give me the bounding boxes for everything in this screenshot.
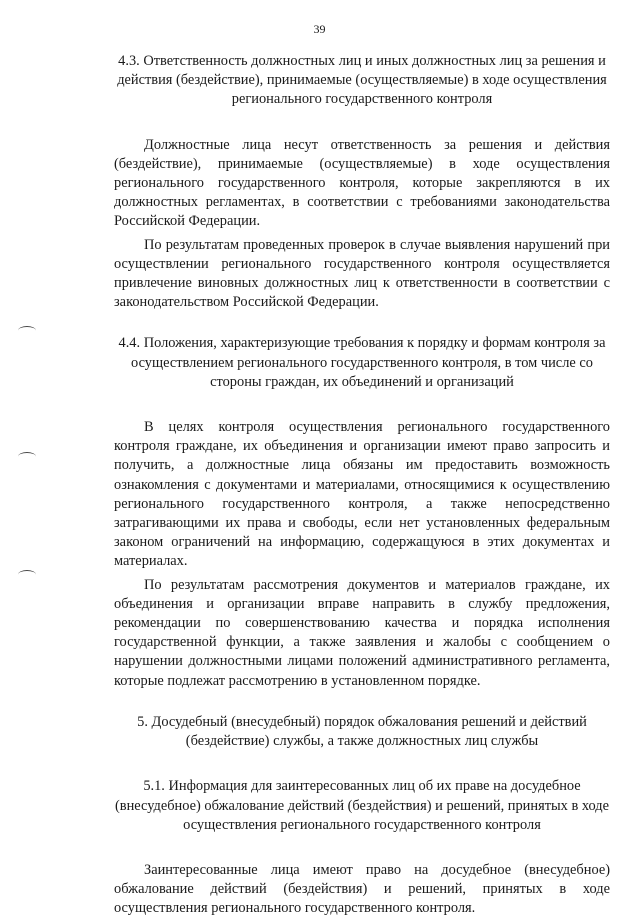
paragraph: По результатам рассмотрения документов и материалов граждане, их объединения и организации вправе направить в службу предложения, рекомендации по совершенствованию качества и порядка исполнения государственной функции, а также заявления и жалобы с сообщением о нарушении должностными лицами положений административного регламента, которые подлежат рассмотрению в установленном порядке. [114,576,610,689]
page-number: 39 [313,22,326,36]
section-heading-4-3: 4.3. Ответственность должностных лиц и иных должностных лиц за решения и действия (бездействие), принимаемые (осуществляемые) в ходе осуществления регионального государственного контроля [117,53,607,108]
document-body [114,52,610,919]
paragraph: В целях контроля осуществления регионального государственного контроля граждане, их объединения и организации имеют право запросить и получить, а должностные лица обязаны им предоставить возможность ознакомления с документами и материалами, относящимися к осуществлению регионального государственного контроля, а также непосредственно затрагивающими их права и свободы, если нет установленных федеральным законом ограничений на информацию, содержащуюся в этих документах и материалах. [114,419,610,570]
paragraph: Должностные лица несут ответственность за решения и действия (бездействие), принимаемые (осуществляемые) в ходе осуществления регионального государственного контроля, которые закрепляются в их должностных регламентах, в соответствии с требованиями законодательства Российской Федерации. [114,136,610,230]
scan-mark [18,570,36,579]
scan-mark [18,326,36,335]
paragraph: По результатам проведенных проверок в случае выявления нарушений при осуществлении регионального государственного контроля осуществляется привлечение виновных должностных лиц к ответственности в соответствии с законодательством Российской Федерации. [114,236,610,311]
scan-mark [18,452,36,461]
paragraph: Заинтересованные лица имеют право на досудебное (внесудебное) обжалование действий (бездействия) и решений, принятых в ходе осуществления регионального государственного контроля. [114,861,610,917]
section-heading-4-4: 4.4. Положения, характеризующие требования к порядку и формам контроля за осуществлением регионального государственного контроля, в том числе со стороны граждан, их объединений и организаций [118,335,606,390]
section-heading-5-1: 5.1. Информация для заинтересованных лиц об их праве на досудебное (внесудебное) обжалование действий (бездействия) и решений, принятых в ходе осуществления регионального государственного контроля [114,778,609,833]
section-heading-5: 5. Досудебный (внесудебный) порядок обжалования решений и действий (бездействие) службы, а также должностных лиц службы [137,713,587,750]
